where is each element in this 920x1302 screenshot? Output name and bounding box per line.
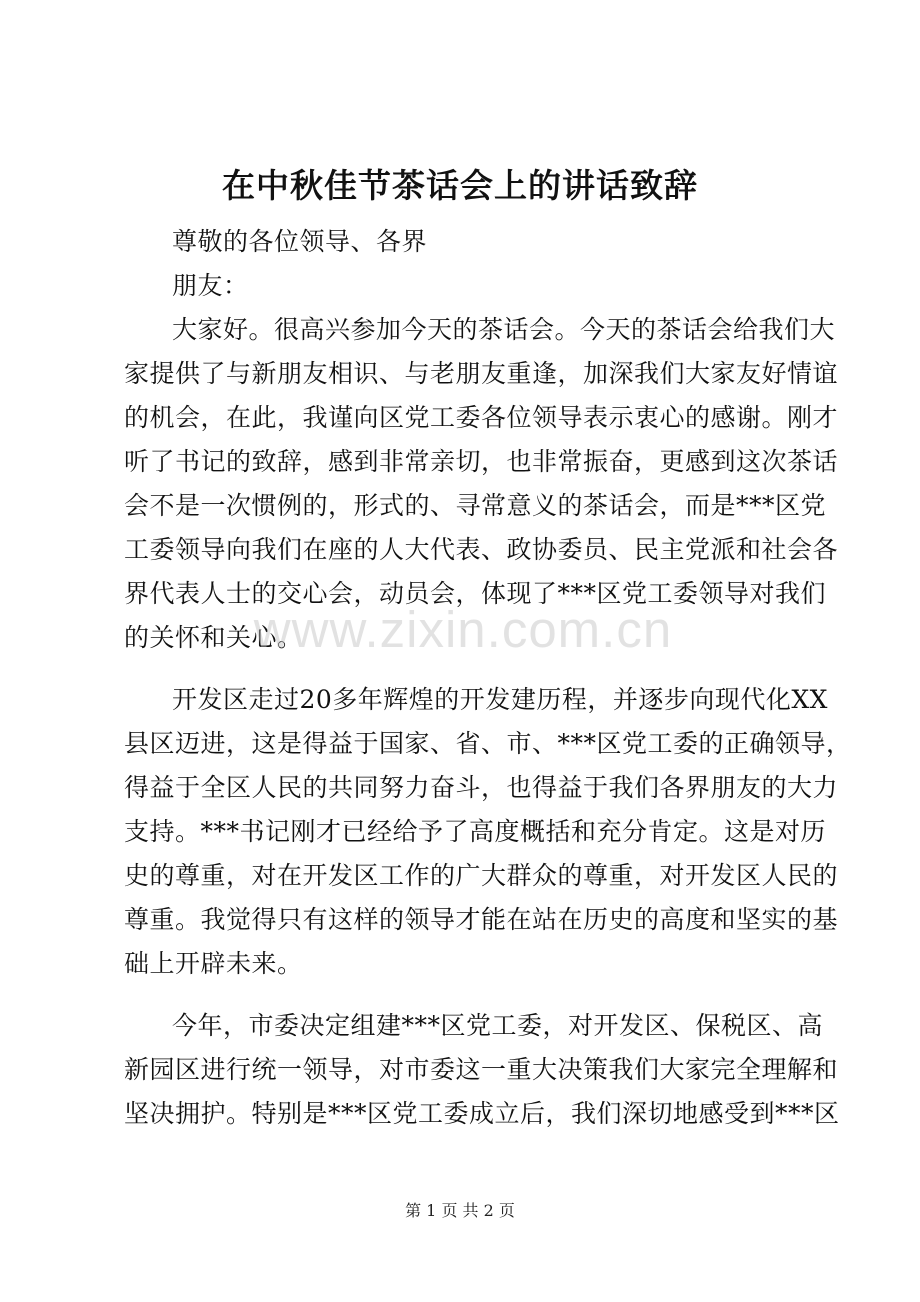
body-line: 新园区进行统一领导，对市委这一重大决策我们大家完全理解和	[124, 1055, 839, 1084]
body-line: 史的尊重，对在开发区工作的广大群众的尊重，对开发区人民的	[124, 861, 839, 890]
body-line: 界代表人士的交心会，动员会，体现了***区党工委领导对我们	[124, 579, 827, 608]
body-line: 坚决拥护。特别是***区党工委成立后，我们深切地感受到***区	[124, 1099, 840, 1128]
body-line: 大家好。很高兴参加今天的茶话会。今天的茶话会给我们大	[172, 315, 836, 344]
page-number-footer: 第 1 页 共 2 页	[405, 1201, 515, 1220]
salutation-line-2: 朋友：	[172, 271, 249, 300]
body-line: 础上开辟未来。	[124, 949, 303, 978]
body-line: 家提供了与新朋友相识、与老朋友重逢，加深我们大家友好情谊	[124, 359, 839, 388]
body-line: 的关怀和关心。	[124, 623, 303, 652]
body-line: 今年，市委决定组建***区党工委，对开发区、保税区、高	[172, 1011, 824, 1040]
body-line: 开发区走过20多年辉煌的开发建历程，并逐步向现代化XX	[172, 685, 828, 714]
body-line: 的机会，在此，我谨向区党工委各位领导表示衷心的感谢。刚才	[124, 403, 839, 432]
watermark-text: www.zixin.com.cn	[253, 601, 673, 658]
body-line: 支持。***书记刚才已经给予了高度概括和充分肯定。这是对历	[124, 817, 827, 846]
salutation-line-1: 尊敬的各位领导、各界	[172, 227, 428, 256]
document-title: 在中秋佳节茶话会上的讲话致辞	[222, 166, 698, 205]
body-line: 县区迈进，这是得益于国家、省、市、***区党工委的正确领导，	[124, 729, 852, 758]
body-line: 会不是一次惯例的，形式的、寻常意义的茶话会，而是***区党	[124, 491, 827, 520]
body-line: 听了书记的致辞，感到非常亲切，也非常振奋，更感到这次茶话	[124, 447, 839, 476]
body-line: 工委领导向我们在座的人大代表、政协委员、民主党派和社会各	[124, 535, 839, 564]
body-line: 得益于全区人民的共同努力奋斗，也得益于我们各界朋友的大力	[124, 773, 839, 802]
body-line: 尊重。我觉得只有这样的领导才能在站在历史的高度和坚实的基	[124, 905, 839, 934]
